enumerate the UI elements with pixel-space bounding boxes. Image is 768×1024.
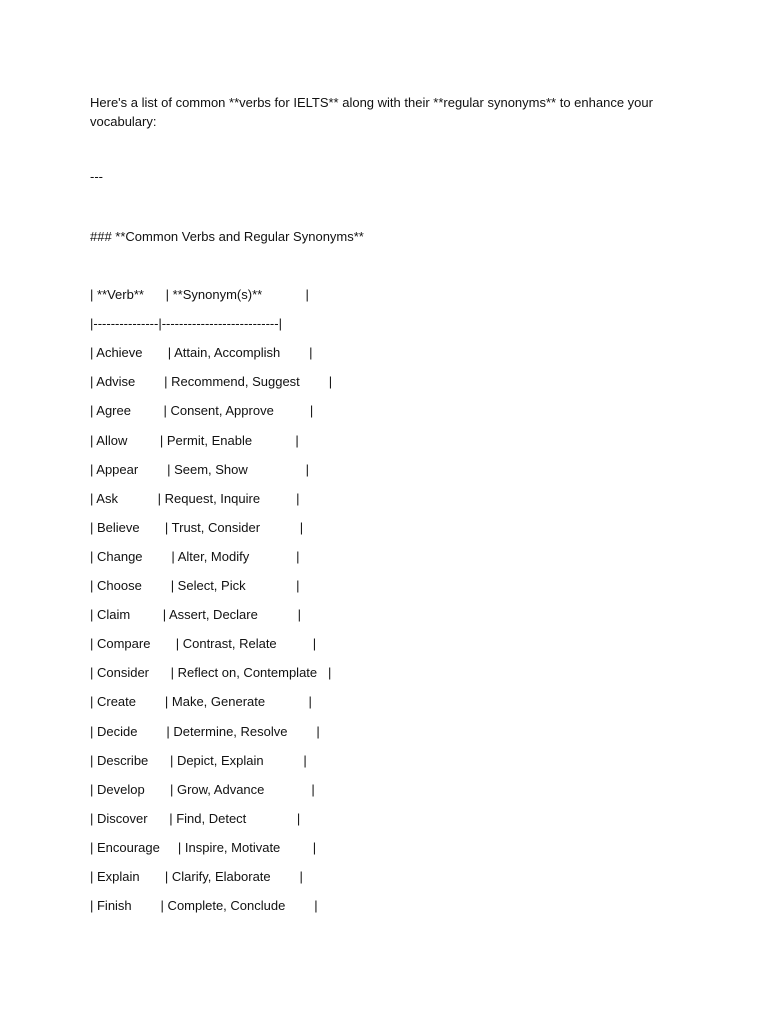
table-row: | Achieve | Attain, Accomplish | [90, 345, 313, 361]
section-heading: ### **Common Verbs and Regular Synonyms** [90, 229, 364, 244]
table-row: | Compare | Contrast, Relate | [90, 636, 317, 652]
table-row: | Choose | Select, Pick | [90, 578, 300, 593]
table-row: | Decide | Determine, Resolve | [90, 723, 320, 739]
table-header-row: | **Verb** | **Synonym(s)** | [90, 287, 309, 302]
table-row: | Claim | Assert, Declare | [90, 607, 301, 623]
table-row: | Encourage | Inspire, Motivate | [90, 839, 317, 855]
table-divider-row: |---------------|---------------------------| [90, 316, 282, 332]
table-row: | Agree | Consent, Approve | [90, 403, 314, 419]
table-row: | Appear | Seem, Show | [90, 461, 309, 477]
table-row: | Ask | Request, Inquire | [90, 490, 300, 506]
table-row: | Develop | Grow, Advance | [90, 781, 315, 797]
table-row: | Allow | Permit, Enable | [90, 432, 299, 448]
table-row: | Explain | Clarify, Elaborate | [90, 869, 303, 884]
intro-paragraph: Here's a list of common **verbs for IELTS** along with their **regular synonyms** to enhance your vocabulary: [90, 95, 657, 129]
table-row: | Believe | Trust, Consider | [90, 519, 304, 535]
table-row: | Advise | Recommend, Suggest | [90, 374, 333, 390]
separator-text: --- [90, 169, 103, 184]
table-row: | Change | Alter, Modify | [90, 548, 300, 564]
table-row: | Discover | Find, Detect | [90, 810, 301, 826]
table-row: | Finish | Complete, Conclude | [90, 898, 318, 914]
table-row: | Consider | Reflect on, Contemplate | [90, 665, 332, 681]
table-row: | Describe | Depict, Explain | [90, 752, 307, 768]
table-row: | Create | Make, Generate | [90, 694, 312, 710]
